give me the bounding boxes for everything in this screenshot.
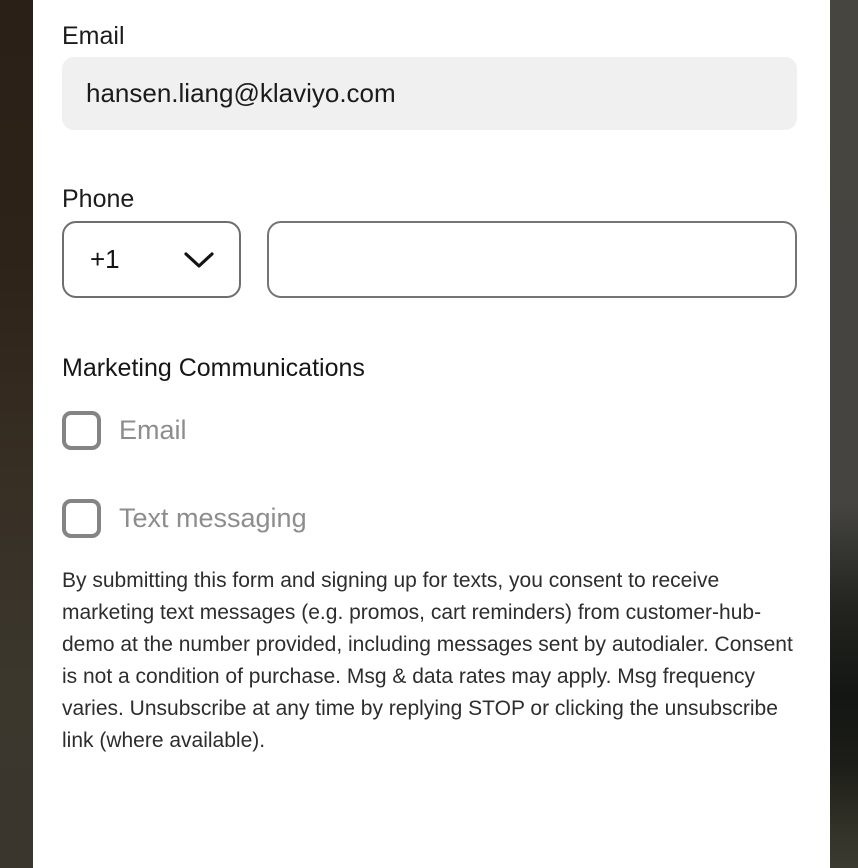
- text-messaging-checkbox[interactable]: [62, 499, 101, 538]
- country-code-value: +1: [90, 244, 120, 274]
- backdrop-photo-left: [0, 0, 33, 868]
- email-input[interactable]: [62, 57, 797, 130]
- sms-consent-disclaimer: By submitting this form and signing up for texts, you consent to receive marketing text messages (e.g. promos, cart reminders) from customer-hub-demo at the number provided, including messages sent by autodialer. Consent is not a condition of purchase. Msg & data rates may apply. Msg frequency varies. Unsubscribe at any time by replying STOP or clicking the unsubscribe link (where available).: [62, 569, 793, 752]
- marketing-option-email[interactable]: [62, 411, 187, 450]
- text-messaging-checkbox-label: Text messaging: [119, 503, 307, 533]
- phone-number-input[interactable]: [267, 221, 797, 298]
- email-checkbox-label: Email: [119, 415, 187, 445]
- phone-label: Phone: [62, 185, 135, 213]
- chevron-down-icon: [183, 250, 215, 270]
- email-label: Email: [62, 22, 125, 50]
- backdrop-photo-right: [830, 0, 858, 868]
- country-code-select[interactable]: [62, 221, 241, 298]
- signup-form-panel: [33, 0, 830, 868]
- email-checkbox[interactable]: [62, 411, 101, 450]
- marketing-communications-heading: Marketing Communications: [62, 354, 365, 382]
- marketing-option-text-messaging[interactable]: [62, 499, 307, 538]
